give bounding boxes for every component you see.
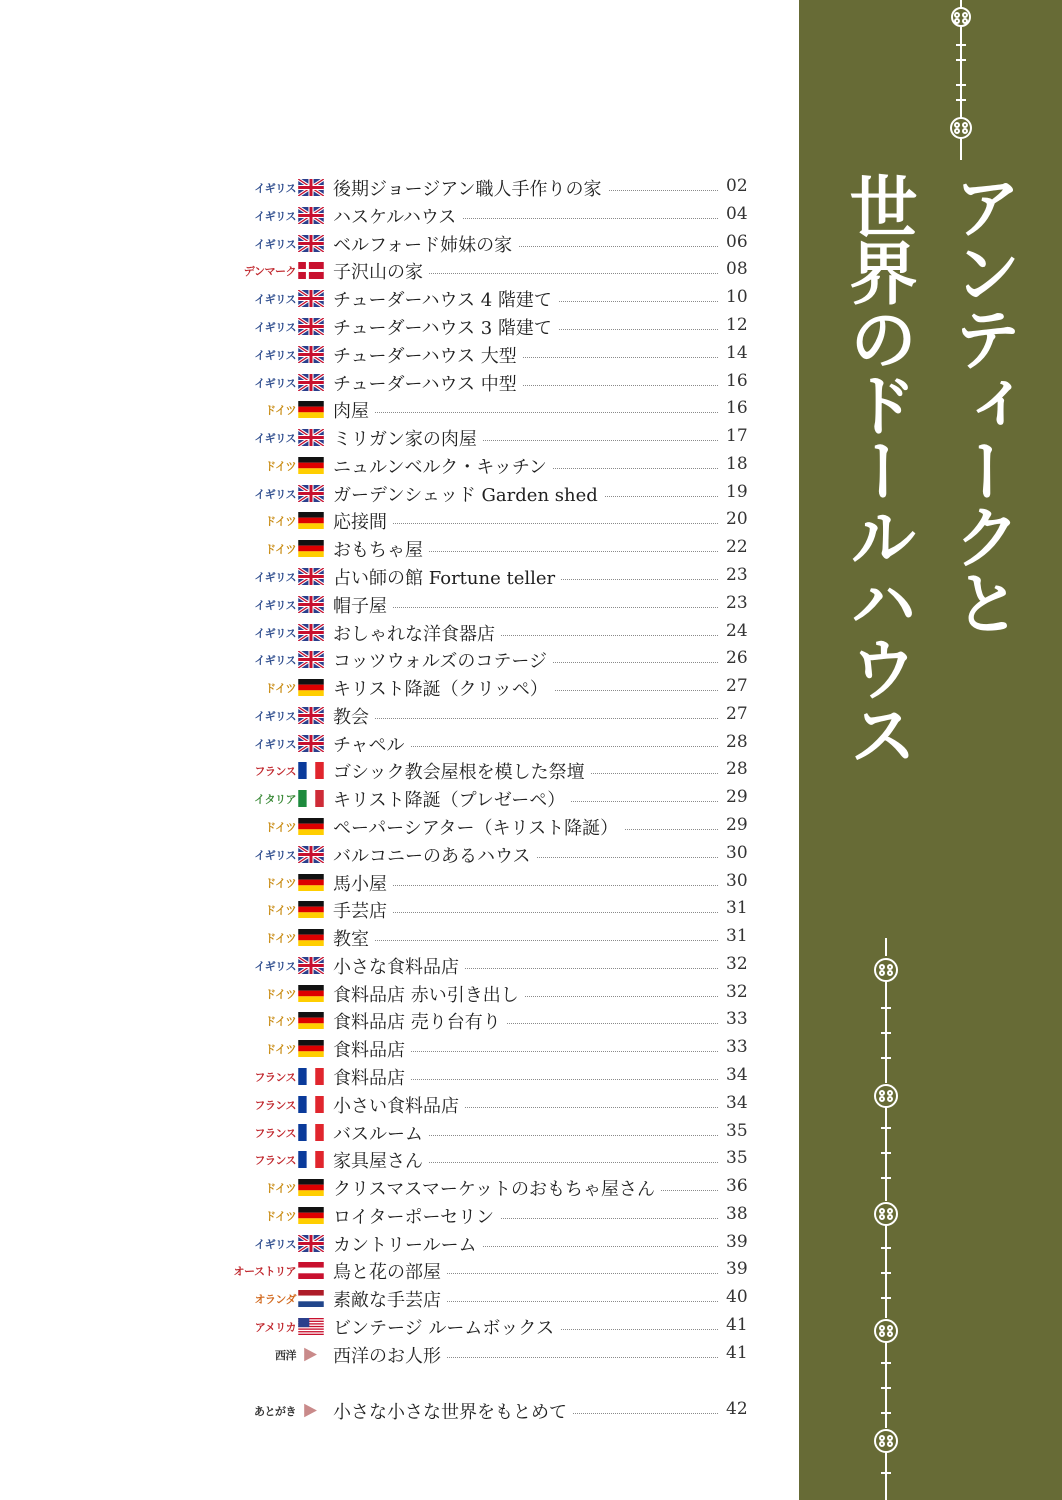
page-number: 28 — [726, 731, 748, 752]
flag-uk-icon — [298, 707, 324, 724]
toc-row — [0, 591, 770, 619]
page-number: 30 — [726, 870, 748, 891]
country-label: アメリカ — [254, 1321, 296, 1334]
page-number: 39 — [726, 1259, 748, 1280]
flag-uk-icon — [298, 318, 324, 335]
toc-entry-title: コッツウォルズのコテージ — [333, 647, 553, 673]
flag-fr-icon — [298, 762, 324, 779]
country-label: イギリス — [254, 209, 296, 223]
toc-entry-title: 家具屋さん — [333, 1147, 429, 1173]
country-label: イギリス — [254, 293, 296, 307]
toc-entry-title: 後期ジョージアン職人手作りの家 — [333, 175, 608, 201]
country-label: ドイツ — [265, 1209, 296, 1223]
toc-row — [0, 1313, 770, 1341]
page-number: 34 — [726, 1065, 748, 1085]
flag-de-icon — [298, 1040, 324, 1057]
toc-row — [0, 1063, 770, 1091]
country-label: ドイツ — [265, 404, 296, 418]
toc-row — [0, 1035, 770, 1063]
toc-row — [0, 1257, 770, 1285]
country-label: フランス — [254, 1126, 296, 1140]
toc-entry-title: おもちゃ屋 — [333, 536, 429, 562]
page-number: 32 — [726, 981, 748, 1002]
toc-entry-title: バルコニーのあるハウス — [333, 842, 536, 868]
toc-row — [0, 1119, 770, 1147]
toc-entry-title: チャペル — [333, 731, 410, 757]
country-label: フランス — [254, 1071, 296, 1084]
page-number: 40 — [726, 1287, 748, 1308]
toc-row — [0, 563, 770, 591]
toc-row — [0, 619, 770, 647]
country-label: イギリス — [254, 432, 296, 445]
toc-row — [0, 924, 770, 952]
page-number: 18 — [726, 453, 748, 474]
flag-uk-icon — [298, 846, 324, 863]
toc-row — [0, 813, 770, 841]
toc-entry-title: ベルフォード姉妹の家 — [333, 231, 518, 257]
country-label: イギリス — [254, 570, 296, 584]
page-number: 20 — [726, 509, 748, 530]
flag-uk-icon — [298, 624, 324, 641]
page-number: 31 — [726, 926, 748, 947]
country-label: フランス — [254, 1098, 296, 1112]
country-label: ドイツ — [265, 904, 296, 918]
country-label: オランダ — [254, 1293, 296, 1307]
country-label: 西洋 — [275, 1348, 296, 1362]
flag-uk-icon — [298, 568, 324, 585]
toc-entry-title: おしゃれな洋食器店 — [333, 620, 501, 646]
page-number: 16 — [726, 398, 748, 419]
country-label: イギリス — [254, 848, 296, 862]
country-label: イギリス — [254, 709, 296, 723]
toc-entry-title: ビンテージ ルームボックス — [333, 1314, 560, 1340]
page-number: 08 — [726, 259, 748, 280]
toc-entry-title: チューダーハウス 3 階建て — [333, 314, 558, 340]
page-number: 36 — [726, 1176, 748, 1197]
page-number: 41 — [726, 1315, 748, 1335]
flag-uk-icon — [298, 735, 324, 752]
toc-row — [0, 757, 770, 785]
toc-row — [0, 1007, 770, 1035]
flag-uk-icon — [298, 485, 324, 502]
country-label: ドイツ — [265, 515, 296, 529]
country-label: ドイツ — [265, 932, 296, 946]
toc-entry-title: チューダーハウス 4 階建て — [333, 286, 558, 312]
toc-row — [0, 1397, 770, 1425]
toc-row — [0, 1174, 770, 1202]
country-label: イギリス — [254, 320, 296, 334]
toc-row — [0, 896, 770, 924]
dotted-leader — [333, 940, 718, 941]
toc-entry-title: 手芸店 — [333, 897, 393, 923]
toc-entry-title: カントリールーム — [333, 1231, 483, 1257]
page-number: 41 — [726, 1342, 748, 1363]
toc-entry-title: ミリガン家の肉屋 — [333, 425, 483, 451]
page-number: 42 — [726, 1398, 748, 1419]
toc-row — [0, 841, 770, 869]
bottom-ornament-icon — [861, 938, 911, 1500]
toc-row — [0, 230, 770, 258]
toc-row — [0, 480, 770, 508]
flag-de-icon — [298, 401, 324, 418]
flag-uk-icon — [298, 374, 324, 391]
page-number: 22 — [726, 537, 748, 558]
country-label: イギリス — [254, 1237, 296, 1251]
toc-row — [0, 341, 770, 369]
country-label: イギリス — [254, 348, 296, 362]
flag-dk-icon — [298, 262, 324, 279]
page-number: 35 — [726, 1120, 748, 1141]
toc-row — [0, 369, 770, 397]
page-number: 30 — [726, 842, 748, 863]
page-number: 39 — [726, 1231, 748, 1252]
country-label: フランス — [254, 765, 296, 779]
toc-row — [0, 285, 770, 313]
flag-fr-icon — [298, 1096, 324, 1113]
top-ornament-icon — [936, 0, 986, 160]
dotted-leader — [333, 718, 718, 719]
toc-entry-title: 教会 — [333, 703, 375, 729]
toc-row — [0, 785, 770, 813]
toc-row — [0, 424, 770, 452]
toc-row — [0, 313, 770, 341]
toc-entry-title: 食料品店 売り台有り — [333, 1008, 507, 1034]
country-label: イギリス — [254, 959, 296, 973]
toc-row — [0, 396, 770, 424]
page-number: 14 — [726, 342, 748, 363]
page-number: 27 — [726, 676, 748, 696]
page-number: 38 — [726, 1203, 748, 1224]
flag-de-icon — [298, 874, 324, 891]
country-label: イギリス — [254, 654, 296, 668]
arrow-icon — [298, 1346, 324, 1363]
toc-entry-title: 占い師の館 Fortune teller — [333, 564, 561, 590]
flag-fr-icon — [298, 1068, 324, 1085]
toc-entry-title: ハスケルハウス — [333, 203, 462, 229]
arrow-icon — [298, 1402, 324, 1419]
toc-entry-title: 小さな食料品店 — [333, 953, 465, 979]
toc-row — [0, 730, 770, 758]
flag-uk-icon — [298, 179, 324, 196]
toc-row — [0, 1202, 770, 1230]
flag-uk-icon — [298, 290, 324, 307]
toc-row — [0, 1341, 770, 1369]
country-label: イギリス — [254, 598, 296, 612]
toc-entry-title: クリスマスマーケットのおもちゃ屋さん — [333, 1175, 661, 1201]
toc-row — [0, 174, 770, 202]
flag-uk-icon — [298, 429, 324, 446]
toc-row — [0, 257, 770, 285]
page-number: 35 — [726, 1148, 748, 1169]
title-line-1: アンティークと — [942, 172, 1021, 634]
country-label: イギリス — [254, 487, 296, 501]
page-number: 12 — [726, 314, 748, 335]
toc-row — [0, 674, 770, 702]
dotted-leader — [333, 412, 718, 413]
toc-entry-title: 小さい食料品店 — [333, 1092, 465, 1118]
page-number: 34 — [726, 1092, 748, 1113]
country-label: あとがき — [254, 1404, 296, 1418]
country-label: ドイツ — [265, 682, 296, 695]
toc-entry-title: ペーパーシアター（キリスト降誕） — [333, 814, 624, 840]
flag-uk-icon — [298, 596, 324, 613]
flag-de-icon — [298, 679, 324, 696]
toc-row — [0, 1091, 770, 1119]
flag-fr-icon — [298, 1151, 324, 1168]
toc-entry-title: 子沢山の家 — [333, 258, 429, 284]
country-label: ドイツ — [265, 459, 296, 473]
toc-entry-title: 食料品店 赤い引き出し — [333, 981, 525, 1007]
flag-de-icon — [298, 1179, 324, 1196]
toc-entry-title: ニュルンベルク・キッチン — [333, 453, 553, 479]
flag-de-icon — [298, 457, 324, 474]
page-number: 29 — [726, 814, 748, 835]
toc-entry-title: 鳥と花の部屋 — [333, 1258, 447, 1284]
toc-entry-title: 肉屋 — [333, 397, 375, 423]
country-label: イギリス — [254, 626, 296, 640]
toc-row — [0, 1230, 770, 1258]
toc-row — [0, 452, 770, 480]
flag-de-icon — [298, 540, 324, 557]
country-label: フランス — [254, 1154, 296, 1168]
book-title — [799, 172, 1062, 932]
toc-row — [0, 1285, 770, 1313]
flag-de-icon — [298, 512, 324, 529]
country-label: ドイツ — [265, 1015, 296, 1029]
toc-entry-title: バスルーム — [333, 1120, 429, 1146]
country-label: イギリス — [254, 237, 296, 251]
flag-uk-icon — [298, 957, 324, 974]
page-number: 10 — [726, 287, 748, 308]
page-number: 04 — [726, 203, 748, 224]
country-label: デンマーク — [243, 265, 296, 279]
toc-row — [0, 535, 770, 563]
page-number: 29 — [726, 787, 748, 808]
toc-entry-title: キリスト降誕（プレゼーペ） — [333, 786, 571, 812]
page-number: 19 — [726, 481, 748, 502]
flag-de-icon — [298, 1207, 324, 1224]
country-label: イタリア — [254, 793, 296, 807]
toc-row — [0, 202, 770, 230]
country-label: ドイツ — [265, 1182, 296, 1196]
toc-entry-title: ロイターポーセリン — [333, 1203, 500, 1229]
toc-row — [0, 952, 770, 980]
flag-de-icon — [298, 985, 324, 1002]
country-label: ドイツ — [265, 987, 296, 1001]
flag-uk-icon — [298, 207, 324, 224]
toc-entry-title: 馬小屋 — [333, 870, 393, 896]
page-number: 06 — [726, 231, 748, 252]
page-number: 27 — [726, 703, 748, 724]
toc-entry-title: 帽子屋 — [333, 592, 393, 618]
page-number: 31 — [726, 898, 748, 919]
toc-entry-title: ゴシック教会屋根を模した祭壇 — [333, 758, 591, 784]
toc-entry-title: チューダーハウス 大型 — [333, 342, 523, 368]
country-label: ドイツ — [265, 543, 296, 557]
country-label: ドイツ — [265, 876, 296, 890]
toc-row — [0, 869, 770, 897]
flag-de-icon — [298, 818, 324, 835]
toc-entry-title: 小さな小さな世界をもとめて — [333, 1398, 573, 1424]
page-number: 17 — [726, 426, 748, 446]
country-label: オーストリア — [233, 1265, 296, 1279]
country-label: イギリス — [254, 376, 296, 390]
toc-entry-title: 教室 — [333, 925, 375, 951]
flag-de-icon — [298, 929, 324, 946]
toc-entry-title: キリスト降誕（クリッペ） — [333, 675, 554, 701]
flag-at-icon — [298, 1262, 324, 1279]
toc-entry-title: ガーデンシェッド Garden shed — [333, 481, 604, 507]
country-label: イギリス — [254, 182, 296, 195]
flag-de-icon — [298, 1012, 324, 1029]
page-number: 32 — [726, 953, 748, 974]
toc-row — [0, 702, 770, 730]
page-number: 23 — [726, 592, 748, 613]
country-label: イギリス — [254, 737, 296, 751]
flag-uk-icon — [298, 346, 324, 363]
title-sidebar — [799, 0, 1062, 1500]
toc-row — [0, 980, 770, 1008]
page-number: 02 — [726, 176, 748, 196]
flag-it-icon — [298, 790, 324, 807]
page-number: 33 — [726, 1037, 748, 1058]
toc-entry-title: 素敵な手芸店 — [333, 1286, 447, 1312]
flag-uk-icon — [298, 235, 324, 252]
page-number: 28 — [726, 759, 748, 780]
country-label: ドイツ — [265, 820, 296, 834]
toc-entry-title: 応接間 — [333, 508, 393, 534]
toc-entry-title: 西洋のお人形 — [333, 1342, 447, 1368]
flag-uk-icon — [298, 1235, 324, 1252]
toc-row — [0, 507, 770, 535]
page-number: 24 — [726, 620, 748, 641]
flag-uk-icon — [298, 651, 324, 668]
page-number: 26 — [726, 648, 748, 669]
country-label: ドイツ — [265, 1043, 296, 1057]
toc-entry-title: チューダーハウス 中型 — [333, 370, 523, 396]
toc-entry-title: 食料品店 — [333, 1064, 411, 1090]
title-line-2: 世界のドールハウス — [838, 172, 917, 766]
toc-row — [0, 646, 770, 674]
page-number: 16 — [726, 370, 748, 391]
toc-entry-title: 食料品店 — [333, 1036, 411, 1062]
page-number: 23 — [726, 564, 748, 585]
toc-row — [0, 1146, 770, 1174]
flag-nl-icon — [298, 1290, 324, 1307]
flag-us-icon — [298, 1318, 324, 1335]
flag-de-icon — [298, 901, 324, 918]
page-number: 33 — [726, 1009, 748, 1030]
flag-fr-icon — [298, 1124, 324, 1141]
